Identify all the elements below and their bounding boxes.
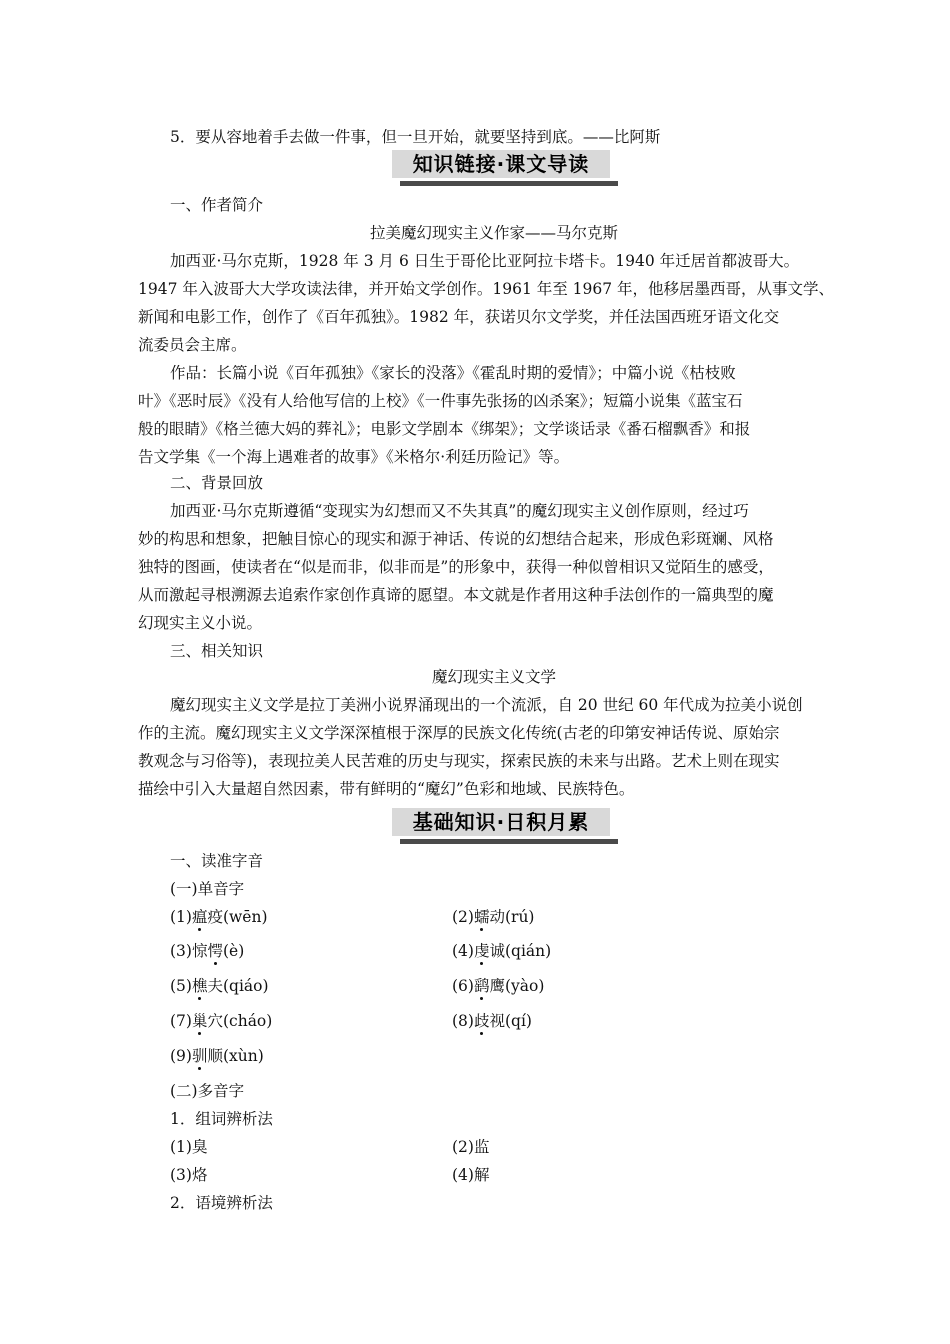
pron-item: (6)鹞鹰(yào) <box>452 977 545 995</box>
dotted-char: 驯 <box>191 1047 208 1065</box>
section-banner-knowledge-link <box>392 150 618 186</box>
dotted-char: 瘟 <box>191 908 208 926</box>
pron-item: (9)驯顺(xùn) <box>170 1047 264 1065</box>
dotted-char: 歧 <box>473 1012 490 1030</box>
dotted-char: 蠕 <box>473 908 490 926</box>
section-banner-basic-knowledge <box>392 808 618 844</box>
pron-item: (3)惊愕(è) <box>170 942 245 960</box>
dotted-char: 樵 <box>191 977 208 995</box>
dotted-char: 虔 <box>473 942 490 960</box>
poly-item: (1)臭 <box>170 1138 208 1156</box>
poly-item: (2)监 <box>452 1138 490 1156</box>
paragraph-line: 叶》《恶时辰》《没有人给他写信的上校》《一件事先张扬的凶杀案》；短篇小说集《蓝宝石 <box>138 392 743 410</box>
paragraph-line: 妙的构思和想象，把触目惊心的现实和源于神话、传说的幻想结合起来，形成色彩斑斓、风格 <box>138 530 774 548</box>
paragraph-line: 新闻和电影工作，创作了《百年孤独》。1982 年，获诺贝尔文学奖，并任法国西班牙语文化交 <box>138 308 780 326</box>
paragraph-line: 告文学集《一个海上遇难者的故事》《米格尔·利廷历险记》等。 <box>138 448 570 466</box>
section-heading-pronunciation: 一、读准字音 <box>170 852 264 870</box>
pron-item: (7)巢穴(cháo) <box>170 1012 273 1030</box>
section-heading-background: 二、背景回放 <box>170 474 264 492</box>
paragraph-line: 魔幻现实主义文学是拉丁美洲小说界涌现出的一个流派，自 20 世纪 60 年代成为拉美小说创 <box>170 696 803 714</box>
paragraph-line: 从而激起寻根溯源去追索作家创作真谛的愿望。本文就是作者用这种手法创作的一篇典型的魔 <box>138 586 774 604</box>
banner-title: 基础知识·日积月累 <box>412 810 590 834</box>
subheading-single-reading: (一)单音字 <box>170 880 245 898</box>
paragraph-line: 教观念与习俗等)，表现拉美人民苦难的历史与现实，探索民族的未来与出路。艺术上则在现实 <box>138 752 780 770</box>
banner-shadow <box>400 839 618 844</box>
banner-title: 知识链接·课文导读 <box>412 152 590 176</box>
pron-item: (2)蠕动(rú) <box>452 908 535 926</box>
pron-item: (4)虔诚(qián) <box>452 942 552 960</box>
method-heading-word-group: 1．组词辨析法 <box>170 1110 273 1128</box>
author-subtitle: 拉美魔幻现实主义作家——马尔克斯 <box>369 224 618 242</box>
dotted-char: 愕 <box>207 942 223 960</box>
paragraph-line: 独特的图画，使读者在“似是而非，似非而是”的形象中，获得一种似曾相识又觉陌生的感受， <box>138 558 774 576</box>
dotted-char: 鹞 <box>473 977 490 995</box>
pron-item: (5)樵夫(qiáo) <box>170 977 269 995</box>
paragraph-line: 加西亚·马尔克斯遵循“变现实为幻想而又不失其真”的魔幻现实主义创作原则，经过巧 <box>170 502 749 520</box>
poly-item: (3)烙 <box>170 1166 208 1184</box>
paragraph-line: 作品：长篇小说《百年孤独》《家长的没落》《霍乱时期的爱情》；中篇小说《枯枝败 <box>170 364 736 382</box>
banner-shadow <box>400 181 618 186</box>
paragraph-line: 1947 年入波哥大大学攻读法律，并开始文学创作。1961 年至 1967 年，他移居墨西哥，从事文学、 <box>138 280 835 298</box>
paragraph-line: 幻现实主义小说。 <box>138 614 263 632</box>
method-heading-context: 2．语境辨析法 <box>170 1194 273 1212</box>
paragraph-line: 般的眼睛》《格兰德大妈的葬礼》；电影文学剧本《绑架》；文学谈话录《番石榴飘香》和报 <box>138 420 751 438</box>
section-heading-related: 三、相关知识 <box>170 642 264 660</box>
paragraph-line: 作的主流。魔幻现实主义文学深深植根于深厚的民族文化传统(古老的印第安神话传说、原始宗 <box>138 724 780 742</box>
paragraph-line: 流委员会主席。 <box>138 336 247 354</box>
quote-line: 5．要从容地着手去做一件事，但一旦开始，就要坚持到底。——比阿斯 <box>170 128 661 146</box>
dotted-char: 巢 <box>191 1012 208 1030</box>
pron-item: (1)瘟疫(wēn) <box>170 908 268 926</box>
poly-item: (4)解 <box>452 1166 490 1184</box>
section-heading-author: 一、作者简介 <box>170 196 264 214</box>
paragraph-line: 加西亚·马尔克斯，1928 年 3 月 6 日生于哥伦比亚阿拉卡塔卡。1940 年迁居首都波哥大。 <box>170 252 800 270</box>
subheading-multi-reading: (二)多音字 <box>170 1082 245 1100</box>
related-subtitle: 魔幻现实主义文学 <box>431 668 556 686</box>
pron-item: (8)歧视(qí) <box>452 1012 532 1030</box>
paragraph-line: 描绘中引入大量超自然因素，带有鲜明的“魔幻”色彩和地域、民族特色。 <box>138 780 635 798</box>
